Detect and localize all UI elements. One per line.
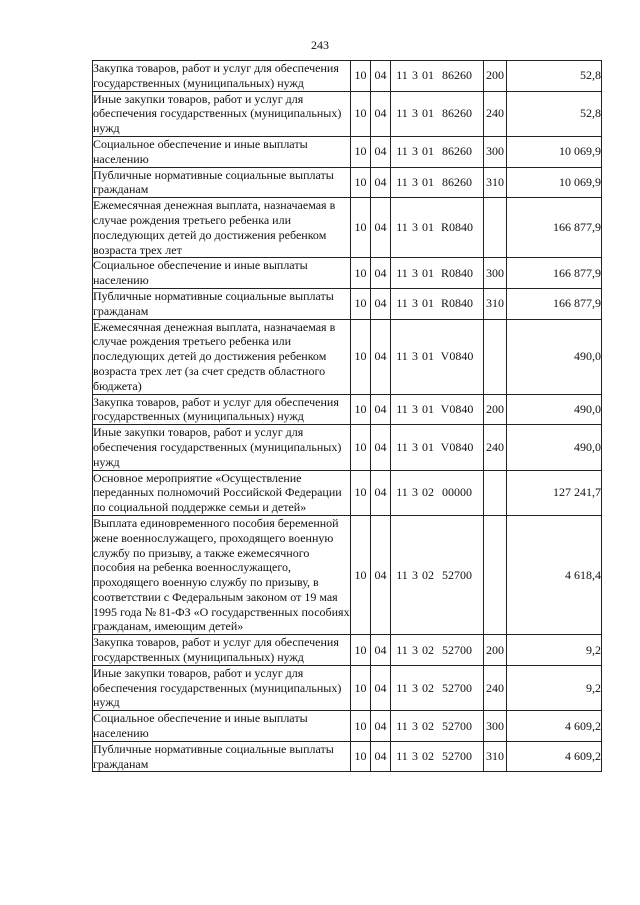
- subsection-code-cell: 04: [371, 515, 391, 634]
- program-code: 11: [396, 296, 408, 311]
- direction-code: 52700: [442, 749, 472, 764]
- program-code: 11: [396, 349, 408, 364]
- table-row: [93, 167, 602, 198]
- section-code-cell: 10: [351, 665, 371, 710]
- subprogram-code: 3: [412, 174, 418, 189]
- target-article-cell: [391, 136, 484, 167]
- activity-code: 01: [422, 106, 434, 121]
- amount-cell: 9,2: [507, 635, 602, 666]
- program-code: 11: [396, 749, 408, 764]
- expense-name-cell: Иные закупки товаров, работ и услуг для обеспечения государственных (муниципальных) нужд: [93, 665, 351, 710]
- expense-name-cell: Публичные нормативные социальные выплаты гражданам: [93, 288, 351, 319]
- target-article-cell: [391, 167, 484, 198]
- section-code-cell: 10: [351, 198, 371, 258]
- direction-code: 86260: [442, 106, 472, 121]
- section-code-cell: 10: [351, 91, 371, 136]
- activity-code: 02: [422, 642, 434, 657]
- amount-cell: 166 877,9: [507, 258, 602, 289]
- expense-type-cell: [484, 515, 507, 634]
- subprogram-code: 3: [412, 144, 418, 159]
- expense-type-cell: 200: [484, 61, 507, 92]
- target-article-cell: [391, 470, 484, 515]
- subprogram-code: 3: [412, 485, 418, 500]
- program-code: 11: [396, 106, 408, 121]
- expense-name-cell: Закупка товаров, работ и услуг для обеспечения государственных (муниципальных) нужд: [93, 635, 351, 666]
- expense-type-cell: 300: [484, 711, 507, 742]
- table-row: [93, 91, 602, 136]
- subsection-code-cell: 04: [371, 258, 391, 289]
- expense-type-cell: 200: [484, 394, 507, 425]
- subprogram-code: 3: [412, 642, 418, 657]
- amount-cell: 4 618,4: [507, 515, 602, 634]
- table-row: [93, 136, 602, 167]
- amount-cell: 4 609,2: [507, 741, 602, 772]
- activity-code: 02: [422, 718, 434, 733]
- expense-type-cell: 310: [484, 167, 507, 198]
- program-code: 11: [396, 642, 408, 657]
- subsection-code-cell: 04: [371, 61, 391, 92]
- expense-name-cell: Публичные нормативные социальные выплаты гражданам: [93, 167, 351, 198]
- expense-name-cell: Закупка товаров, работ и услуг для обеспечения государственных (муниципальных) нужд: [93, 394, 351, 425]
- target-article-cell: [391, 394, 484, 425]
- subprogram-code: 3: [412, 265, 418, 280]
- table-row: [93, 635, 602, 666]
- subprogram-code: 3: [412, 296, 418, 311]
- section-code-cell: 10: [351, 711, 371, 742]
- table-row: [93, 711, 602, 742]
- program-code: 11: [396, 220, 408, 235]
- direction-code: 86260: [442, 144, 472, 159]
- section-code-cell: 10: [351, 136, 371, 167]
- table-row: [93, 665, 602, 710]
- subsection-code-cell: 04: [371, 470, 391, 515]
- activity-code: 01: [422, 349, 434, 364]
- subprogram-code: 3: [412, 401, 418, 416]
- section-code-cell: 10: [351, 425, 371, 470]
- section-code-cell: 10: [351, 470, 371, 515]
- program-code: 11: [396, 401, 408, 416]
- expense-name-cell: Выплата единовременного пособия беременной жене военнослужащего, проходящего военную службу по призыву, а также ежемесячного пособия на ребенка военнослужащего, проходящего военную службу по призыву, в соответствии с Федеральным законом от 19 мая 1995 года № 81-ФЗ «О государственных пособиях гражданам, имеющим детей»: [93, 515, 350, 634]
- activity-code: 01: [422, 220, 434, 235]
- target-article-cell: [391, 635, 484, 666]
- activity-code: 01: [422, 265, 434, 280]
- activity-code: 01: [422, 144, 434, 159]
- target-article-cell: [391, 711, 484, 742]
- program-code: 11: [396, 265, 408, 280]
- amount-cell: 10 069,9: [507, 136, 602, 167]
- target-article-cell: [391, 515, 484, 634]
- subprogram-code: 3: [412, 68, 418, 83]
- direction-code: 00000: [442, 485, 472, 500]
- page-number: 243: [311, 38, 329, 52]
- expense-name-cell: Иные закупки товаров, работ и услуг для обеспечения государственных (муниципальных) нужд: [93, 91, 351, 136]
- table-row: [93, 394, 602, 425]
- subprogram-code: 3: [412, 749, 418, 764]
- amount-cell: 10 069,9: [507, 167, 602, 198]
- table-row: [93, 198, 602, 258]
- program-code: 11: [396, 680, 408, 695]
- expense-name-cell: Социальное обеспечение и иные выплаты населению: [93, 136, 351, 167]
- amount-cell: 166 877,9: [507, 288, 602, 319]
- subprogram-code: 3: [412, 680, 418, 695]
- expense-name-cell: Основное мероприятие «Осуществление переданных полномочий Российской Федерации по социальной поддержке семьи и детей»: [93, 470, 351, 515]
- direction-code: 86260: [442, 68, 472, 83]
- expense-name-cell: Социальное обеспечение и иные выплаты населению: [93, 711, 351, 742]
- amount-cell: 490,0: [507, 319, 602, 394]
- direction-code: R0840: [440, 220, 473, 235]
- program-code: 11: [396, 567, 408, 582]
- activity-code: 01: [422, 296, 434, 311]
- target-article-cell: [391, 91, 484, 136]
- subsection-code-cell: 04: [371, 711, 391, 742]
- direction-code: V0840: [440, 401, 474, 416]
- table-row: [93, 515, 602, 634]
- table-row: [93, 470, 602, 515]
- activity-code: 01: [422, 401, 434, 416]
- activity-code: 01: [422, 68, 434, 83]
- subsection-code-cell: 04: [371, 635, 391, 666]
- subsection-code-cell: 04: [371, 665, 391, 710]
- target-article-cell: [391, 288, 484, 319]
- target-article-cell: [391, 198, 484, 258]
- expense-type-cell: 240: [484, 425, 507, 470]
- target-article-cell: [391, 425, 484, 470]
- amount-cell: 9,2: [507, 665, 602, 710]
- section-code-cell: 10: [351, 741, 371, 772]
- activity-code: 02: [422, 567, 434, 582]
- expense-type-cell: [484, 470, 507, 515]
- table-row: [93, 61, 602, 92]
- section-code-cell: 10: [351, 319, 371, 394]
- activity-code: 01: [422, 174, 434, 189]
- section-code-cell: 10: [351, 61, 371, 92]
- subsection-code-cell: 04: [371, 741, 391, 772]
- program-code: 11: [396, 174, 408, 189]
- activity-code: 02: [422, 485, 434, 500]
- table-row: [93, 425, 602, 470]
- section-code-cell: 10: [351, 167, 371, 198]
- expense-name-cell: Публичные нормативные социальные выплаты гражданам: [93, 741, 351, 772]
- table-row: [93, 741, 602, 772]
- amount-cell: 490,0: [507, 425, 602, 470]
- amount-cell: 4 609,2: [507, 711, 602, 742]
- subsection-code-cell: 04: [371, 319, 391, 394]
- expense-name-cell: Ежемесячная денежная выплата, назначаемая в случае рождения третьего ребенка или последующих детей до достижения ребенком возраста трех лет: [93, 198, 351, 258]
- program-code: 11: [396, 439, 408, 454]
- expense-name-cell: Закупка товаров, работ и услуг для обеспечения государственных (муниципальных) нужд: [93, 61, 351, 92]
- subsection-code-cell: 04: [371, 91, 391, 136]
- expense-type-cell: 300: [484, 136, 507, 167]
- direction-code: 52700: [442, 642, 472, 657]
- subprogram-code: 3: [412, 220, 418, 235]
- budget-table: [92, 60, 602, 772]
- direction-code: R0840: [440, 296, 473, 311]
- expense-type-cell: [484, 198, 507, 258]
- amount-cell: 127 241,7: [507, 470, 602, 515]
- expense-type-cell: 240: [484, 91, 507, 136]
- subsection-code-cell: 04: [371, 425, 391, 470]
- activity-code: 01: [422, 439, 434, 454]
- program-code: 11: [396, 485, 408, 500]
- direction-code: 52700: [442, 567, 472, 582]
- subprogram-code: 3: [412, 106, 418, 121]
- section-code-cell: 10: [351, 258, 371, 289]
- expense-name-cell: Социальное обеспечение и иные выплаты населению: [93, 258, 351, 289]
- subsection-code-cell: 04: [371, 198, 391, 258]
- direction-code: V0840: [440, 439, 474, 454]
- expense-name-cell: Ежемесячная денежная выплата, назначаемая в случае рождения третьего ребенка или последующих детей до достижения ребенком возраста трех лет (за счет средств областного бюджета): [93, 319, 351, 394]
- expense-name-cell: Иные закупки товаров, работ и услуг для обеспечения государственных (муниципальных) нужд: [93, 425, 351, 470]
- direction-code: 52700: [442, 718, 472, 733]
- amount-cell: 52,8: [507, 61, 602, 92]
- subsection-code-cell: 04: [371, 136, 391, 167]
- target-article-cell: [391, 741, 484, 772]
- direction-code: 52700: [442, 680, 472, 695]
- expense-type-cell: 310: [484, 288, 507, 319]
- expense-type-cell: [484, 319, 507, 394]
- section-code-cell: 10: [351, 635, 371, 666]
- direction-code: 86260: [442, 174, 472, 189]
- subsection-code-cell: 04: [371, 288, 391, 319]
- target-article-cell: [391, 258, 484, 289]
- amount-cell: 166 877,9: [507, 198, 602, 258]
- expense-type-cell: 240: [484, 665, 507, 710]
- program-code: 11: [396, 144, 408, 159]
- section-code-cell: 10: [351, 288, 371, 319]
- table-row: [93, 258, 602, 289]
- table-row: [93, 288, 602, 319]
- subsection-code-cell: 04: [371, 394, 391, 425]
- target-article-cell: [391, 61, 484, 92]
- direction-code: V0840: [440, 349, 474, 364]
- activity-code: 02: [422, 749, 434, 764]
- activity-code: 02: [422, 680, 434, 695]
- program-code: 11: [396, 68, 408, 83]
- subprogram-code: 3: [412, 718, 418, 733]
- amount-cell: 52,8: [507, 91, 602, 136]
- program-code: 11: [396, 718, 408, 733]
- target-article-cell: [391, 319, 484, 394]
- section-code-cell: 10: [351, 515, 371, 634]
- target-article-cell: [391, 665, 484, 710]
- table-row: [93, 319, 602, 394]
- subprogram-code: 3: [412, 439, 418, 454]
- budget-table-body: [93, 61, 602, 772]
- subprogram-code: 3: [412, 349, 418, 364]
- section-code-cell: 10: [351, 394, 371, 425]
- expense-type-cell: 200: [484, 635, 507, 666]
- amount-cell: 490,0: [507, 394, 602, 425]
- expense-type-cell: 310: [484, 741, 507, 772]
- expense-type-cell: 300: [484, 258, 507, 289]
- direction-code: R0840: [440, 265, 473, 280]
- subsection-code-cell: 04: [371, 167, 391, 198]
- subprogram-code: 3: [412, 567, 418, 582]
